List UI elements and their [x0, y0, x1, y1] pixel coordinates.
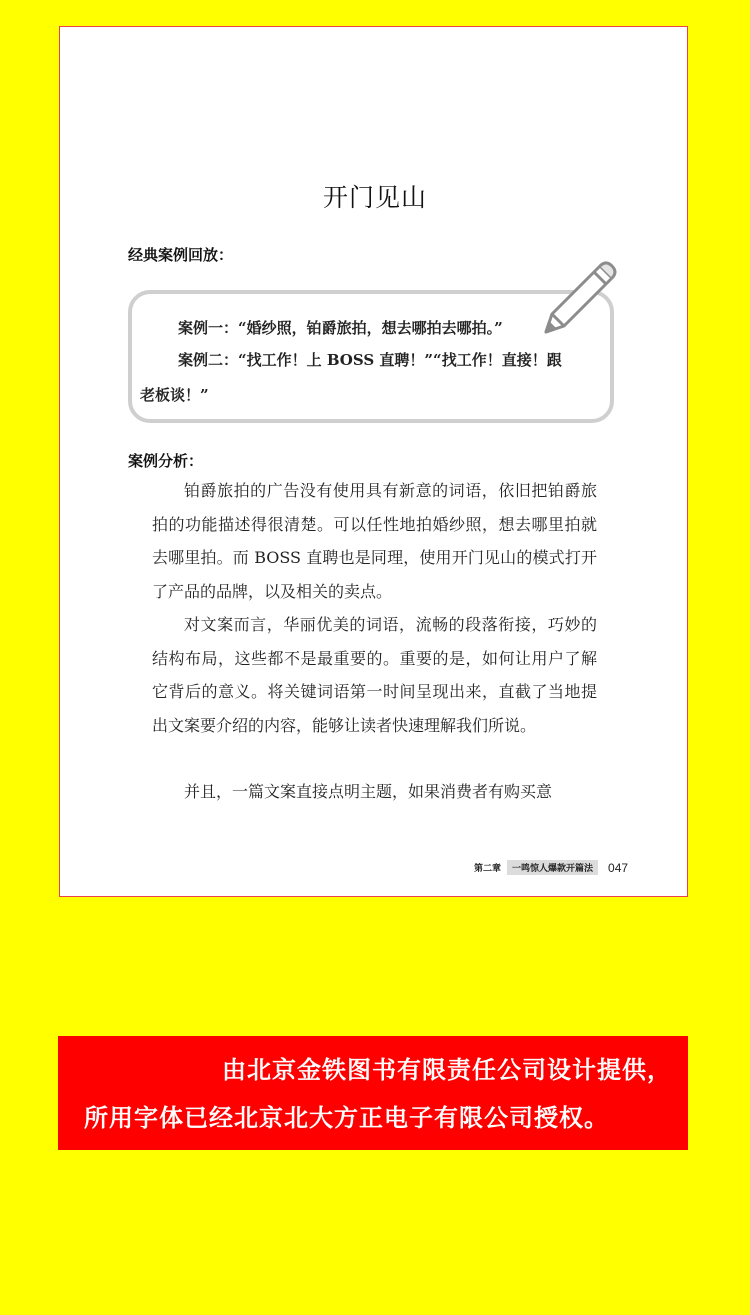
paragraph-2: 对文案而言，华丽优美的词语，流畅的段落衔接，巧妙的结构布局，这些都不是最重要的。重要的是，如何让用户了解它背后的意义。将关键词语第一时间呈现出来，直截了当地提出文案要介绍的内容，能够让读者快速理解我们所说。: [152, 615, 597, 735]
page-number: 047: [608, 860, 629, 875]
analysis-heading: 案例分析：: [128, 452, 204, 470]
pencil-icon: [540, 258, 620, 338]
chapter-label: 第二章: [474, 864, 502, 874]
page-footer: [474, 860, 628, 875]
paragraph-1: 铂爵旅拍的广告没有使用具有新意的词语，依旧把铂爵旅拍的功能描述得很清楚。可以任性地拍婚纱照，想去哪里拍就去哪里拍。而 BOSS 直聘也是同理，使用开门见山的模式打开了产品的品牌，以及相关的卖点。: [152, 481, 597, 601]
case-line-2: 案例二：“找工作！上 BOSS 直聘！”“找工作！直接！跟: [178, 351, 562, 369]
case-review-heading: 经典案例回放：: [128, 246, 234, 264]
copyright-banner: [58, 1036, 688, 1150]
page-title: 开门见山: [322, 183, 427, 212]
paragraph-3: 并且，一篇文案直接点明主题，如果消费者有购买意: [184, 782, 553, 801]
case-line-3: 老板谈！”: [140, 386, 209, 404]
chapter-title: 一鸣惊人爆款开篇法: [507, 860, 598, 875]
banner-line-2: 所用字体已经北京北大方正电子有限公司授权。: [84, 1104, 609, 1132]
case-line-1: 案例一：“婚纱照，铂爵旅拍，想去哪拍去哪拍。”: [178, 319, 503, 337]
banner-line-1: 由北京金铁图书有限责任公司设计提供，: [222, 1056, 672, 1084]
